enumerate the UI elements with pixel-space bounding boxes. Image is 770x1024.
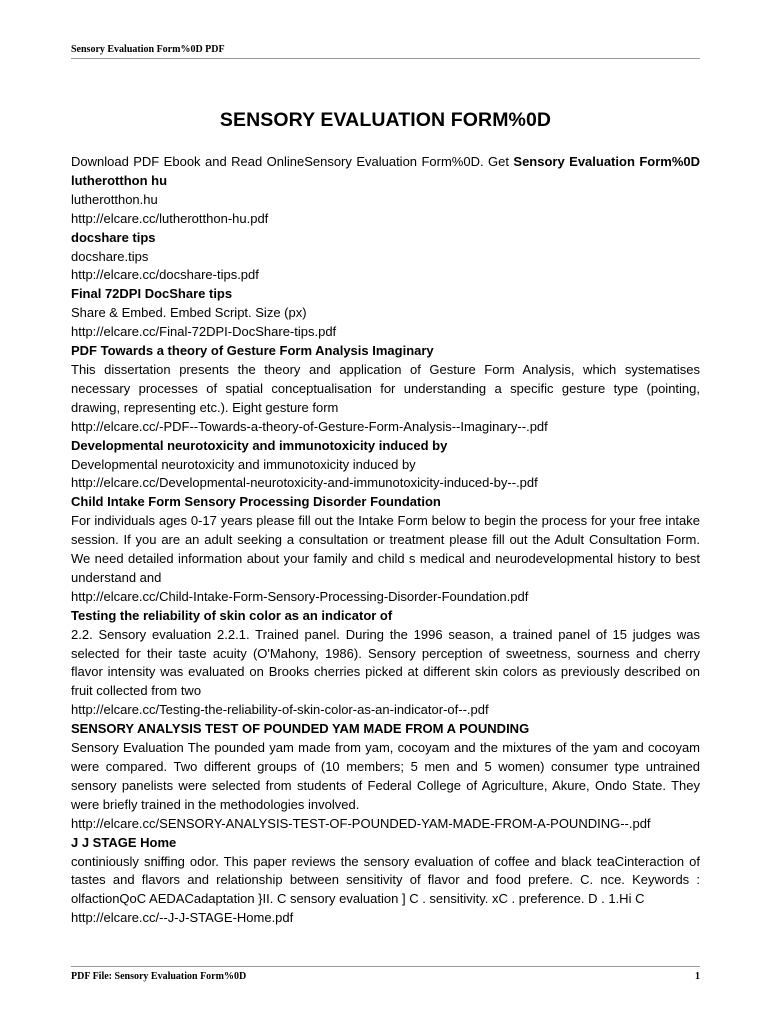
entry-url: http://elcare.cc/Testing-the-reliability-of-skin-color-as-an-indicator-of--.pdf xyxy=(71,702,489,718)
page-header: Sensory Evaluation Form%0D PDF xyxy=(71,44,700,59)
entry-url: http://elcare.cc/Child-Intake-Form-Sensory-Processing-Disorder-Foundation.pdf xyxy=(71,588,529,604)
entry-description: 2.2. Sensory evaluation 2.2.1. Trained panel. During the 1996 season, a trained panel of 15 judges was selected for their taste acuity (O'Mahony, 1986). Sensory perception of sweetness, sourness and cherry flavor intensity was evaluated on Brooks cherries picked at different skin colors as previously described on fruit collected from two xyxy=(71,626,700,699)
entry xyxy=(71,493,700,606)
entry-title: J J STAGE Home xyxy=(71,834,177,850)
entry-url: http://elcare.cc/-PDF--Towards-a-theory-of-Gesture-Form-Analysis--Imaginary--.pdf xyxy=(71,418,548,434)
entry-description: continiously sniffing odor. This paper reviews the sensory evaluation of coffee and black teaCinteraction of tastes and flavors and relationship between sensitivity of flavor and food prefere. C. nce. Keywords : olfactionQoC AEDACadaptation }II. C sensory evaluation ] C . sensitivity. xC . preference. D . 1.Hi C xyxy=(71,853,700,907)
intro-text: Download PDF Ebook and Read OnlineSensory Evaluation Form%0D. Get xyxy=(71,154,514,169)
entry-url: http://elcare.cc/--J-J-STAGE-Home.pdf xyxy=(71,910,294,926)
entry-url: http://elcare.cc/SENSORY-ANALYSIS-TEST-OF-POUNDED-YAM-MADE-FROM-A-POUNDING--.pdf xyxy=(71,815,651,831)
entry-description: docshare.tips xyxy=(71,248,149,264)
entry-url: http://elcare.cc/Final-72DPI-DocShare-tips.pdf xyxy=(71,324,337,340)
entry-url: http://elcare.cc/lutherotthon-hu.pdf xyxy=(71,210,269,226)
entry-title: Child Intake Form Sensory Processing Disorder Foundation xyxy=(71,494,441,510)
entry-list xyxy=(71,191,700,928)
entry-title: Final 72DPI DocShare tips xyxy=(71,286,233,302)
footer-file-label: PDF File: Sensory Evaluation Form%0D xyxy=(71,971,247,982)
entry xyxy=(71,834,700,929)
entry-url: http://elcare.cc/Developmental-neurotoxicity-and-immunotoxicity-induced-by--.pdf xyxy=(71,475,538,491)
entry xyxy=(71,437,700,494)
entry xyxy=(71,607,700,720)
entry-title: Developmental neurotoxicity and immunotoxicity induced by xyxy=(71,437,448,453)
entry-description: This dissertation presents the theory and application of Gesture Form Analysis, which systematises necessary processes of spatial conceptualisation for understanding a specific gesture type (pointing, drawing, representing etc.). Eight gesture form xyxy=(71,361,700,415)
entry-description: For individuals ages 0-17 years please fill out the Intake Form below to begin the process for your free intake session. If you are an adult seeking a consultation or treatment please fill out the Adult Consultation Form. We need detailed information about your family and child s medical and neurodevelopmental history to best understand and xyxy=(71,513,700,585)
entry-description: Developmental neurotoxicity and immunotoxicity induced by xyxy=(71,456,416,472)
entry-url: http://elcare.cc/docshare-tips.pdf xyxy=(71,267,259,283)
entry xyxy=(71,191,700,229)
entry-description: lutherotthon.hu xyxy=(71,191,158,207)
entry-description: Sensory Evaluation The pounded yam made from yam, cocoyam and the mixtures of the yam and cocoyam were compared. Two different groups of (10 members; 5 men and 5 women) consumer type untrained sensory panelists were selected from students of Federal College of Agriculture, Akure, Ondo State. They were briefly trained in the methodologies involved. xyxy=(71,740,700,812)
page-footer xyxy=(71,966,700,982)
entry xyxy=(71,720,700,833)
entry-title: SENSORY ANALYSIS TEST OF POUNDED YAM MADE FROM A POUNDING xyxy=(71,721,530,737)
page-number: 1 xyxy=(695,971,700,982)
entry xyxy=(71,342,700,437)
document-body xyxy=(71,153,700,928)
entry-title: docshare tips xyxy=(71,229,156,245)
intro-paragraph xyxy=(71,153,700,191)
entry xyxy=(71,229,700,286)
entry xyxy=(71,285,700,342)
entry-title: Testing the reliability of skin color as an indicator of xyxy=(71,607,393,623)
entry-description: Share & Embed. Embed Script. Size (px) xyxy=(71,305,307,321)
intro-bold-heading: Sensory Evaluation Form%0D lutherotthon hu xyxy=(71,154,700,188)
document-title: SENSORY EVALUATION FORM%0D xyxy=(219,109,552,131)
entry-title: PDF Towards a theory of Gesture Form Analysis Imaginary xyxy=(71,343,434,359)
